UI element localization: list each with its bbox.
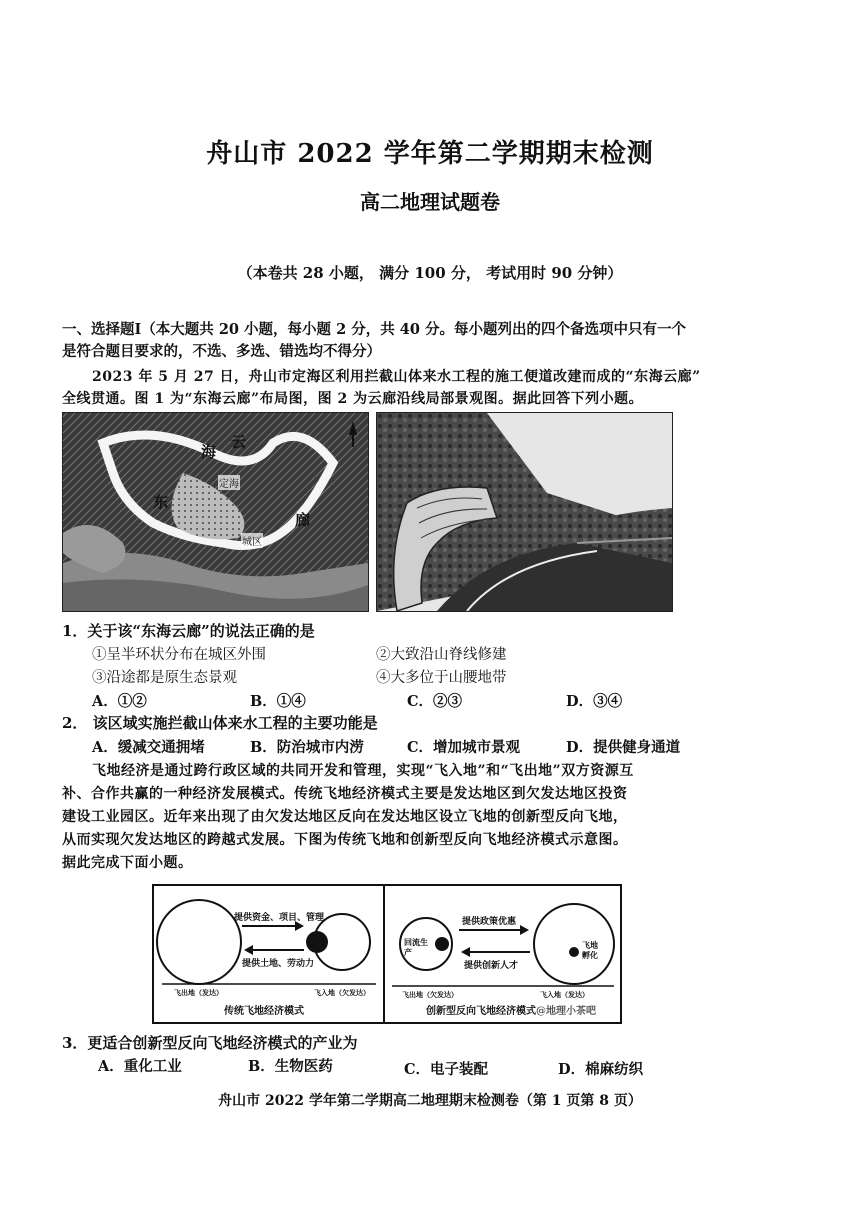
q1-option-b[interactable]: B．①④: [250, 693, 306, 710]
diagram-left-arrow-bottom: 提供土地、劳动力: [242, 959, 315, 969]
diagram-right-label-right: 飞入地（发达）: [540, 990, 589, 999]
exam-note: （本卷共 28 小题， 满分 100 分， 考试用时 90 分钟）: [237, 264, 623, 282]
q1-statement-1: ①呈半环状分布在城区外围: [92, 647, 266, 663]
q2-stem: 2． 该区域实施拦截山体来水工程的主要功能是: [62, 714, 378, 732]
passage2-line2: 补、合作共赢的一种经济发展模式。传统飞地经济模式主要是发达地区到欠发达地区投资: [62, 786, 628, 802]
passage2-line3: 建设工业园区。近年来出现了由欠发达地区反向在发达地区设立飞地的创新型反向飞地，: [62, 809, 628, 825]
q2-option-a[interactable]: A．缓减交通拥堵: [92, 739, 205, 756]
q3-option-c[interactable]: C．电子装配: [404, 1061, 489, 1078]
q2-option-c[interactable]: C．增加城市景观: [407, 739, 521, 756]
q3-stem: 3．更适合创新型反向飞地经济模式的产业为: [62, 1034, 358, 1052]
passage2-line4: 从而实现欠发达地区的跨越式发展。下图为传统飞地和创新型反向飞地经济模式示意图。: [62, 832, 628, 848]
enclave-diagram: [152, 884, 622, 1024]
section-heading-line2: 是符合题目要求的，不选、多选、错选均不得分）: [62, 343, 381, 360]
q1-option-d[interactable]: D．③④: [566, 693, 623, 710]
diagram-right-inner-left: 回流生产: [404, 937, 428, 957]
page-title: 舟山市 2022 学年第二学期期末检测: [206, 139, 654, 169]
diagram-right-label-left: 飞出地（欠发达）: [402, 990, 458, 999]
q2-option-b[interactable]: B．防治城市内涝: [250, 739, 364, 756]
diagram-left-arrow-top: 提供资金、项目、管理: [234, 913, 325, 923]
q3-option-d[interactable]: D．棉麻纺织: [558, 1061, 644, 1078]
figure2-photo: [376, 412, 673, 612]
figure1-map: [62, 412, 369, 612]
map-char-hai: 海: [201, 443, 217, 461]
q1-statement-4: ④大多位于山腰地带: [376, 670, 507, 686]
q1-option-c[interactable]: C．②③: [407, 693, 463, 710]
q3-option-b[interactable]: B．生物医药: [248, 1058, 333, 1075]
q1-option-a[interactable]: A．①②: [92, 693, 147, 710]
passage2-line5: 据此完成下面小题。: [62, 855, 193, 871]
passage1-line1: 2023 年 5 月 27 日，舟山市定海区利用拦截山体来水工程的施工便道改建而成的“东海云廊”: [92, 369, 701, 385]
diagram-right-arrow-top: 提供政策优惠: [462, 917, 517, 927]
diagram-watermark: @地理小茶吧: [536, 1006, 596, 1017]
q2-option-d[interactable]: D．提供健身通道: [566, 739, 681, 756]
q1-statement-3: ③沿途都是原生态景观: [92, 670, 237, 686]
map-char-dong: 东: [153, 493, 169, 511]
map-char-lang: 廊: [295, 511, 311, 529]
diagram-right-inner-right: 飞地孵化: [582, 940, 598, 960]
section-heading-line1: 一、选择题Ⅰ（本大题共 20 小题，每小题 2 分，共 40 分。每小题列出的四个备选项中只有一个: [62, 321, 687, 338]
diagram-left-caption: 传统飞地经济模式: [224, 1006, 304, 1017]
map-label-dinghai: 定海: [218, 475, 240, 490]
map-label-chengqu: 城区: [241, 533, 263, 548]
diagram-left-label-left: 飞出地（发达）: [174, 988, 223, 997]
diagram-right-arrow-bottom: 提供创新人才: [464, 961, 519, 971]
diagram-left-label-right: 飞入地（欠发达）: [314, 988, 370, 997]
map-char-yun: 云: [231, 433, 247, 451]
q3-option-a[interactable]: A．重化工业: [98, 1058, 182, 1075]
diagram-right-caption: 创新型反向飞地经济模式: [426, 1006, 536, 1017]
passage1-line2: 全线贯通。图 1 为“东海云廊”布局图，图 2 为云廊沿线局部景观图。据此回答下列小题。: [62, 391, 644, 407]
q1-statement-2: ②大致沿山脊线修建: [376, 647, 507, 663]
q1-stem: 1．关于该“东海云廊”的说法正确的是: [62, 622, 315, 640]
passage2-line1: 飞地经济是通过跨行政区域的共同开发和管理，实现“飞入地”和“飞出地”双方资源互: [92, 763, 634, 779]
page-subtitle: 高二地理试题卷: [360, 190, 500, 214]
page-footer: 舟山市 2022 学年第二学期高二地理期末检测卷（第 1 页第 8 页）: [218, 1093, 642, 1109]
